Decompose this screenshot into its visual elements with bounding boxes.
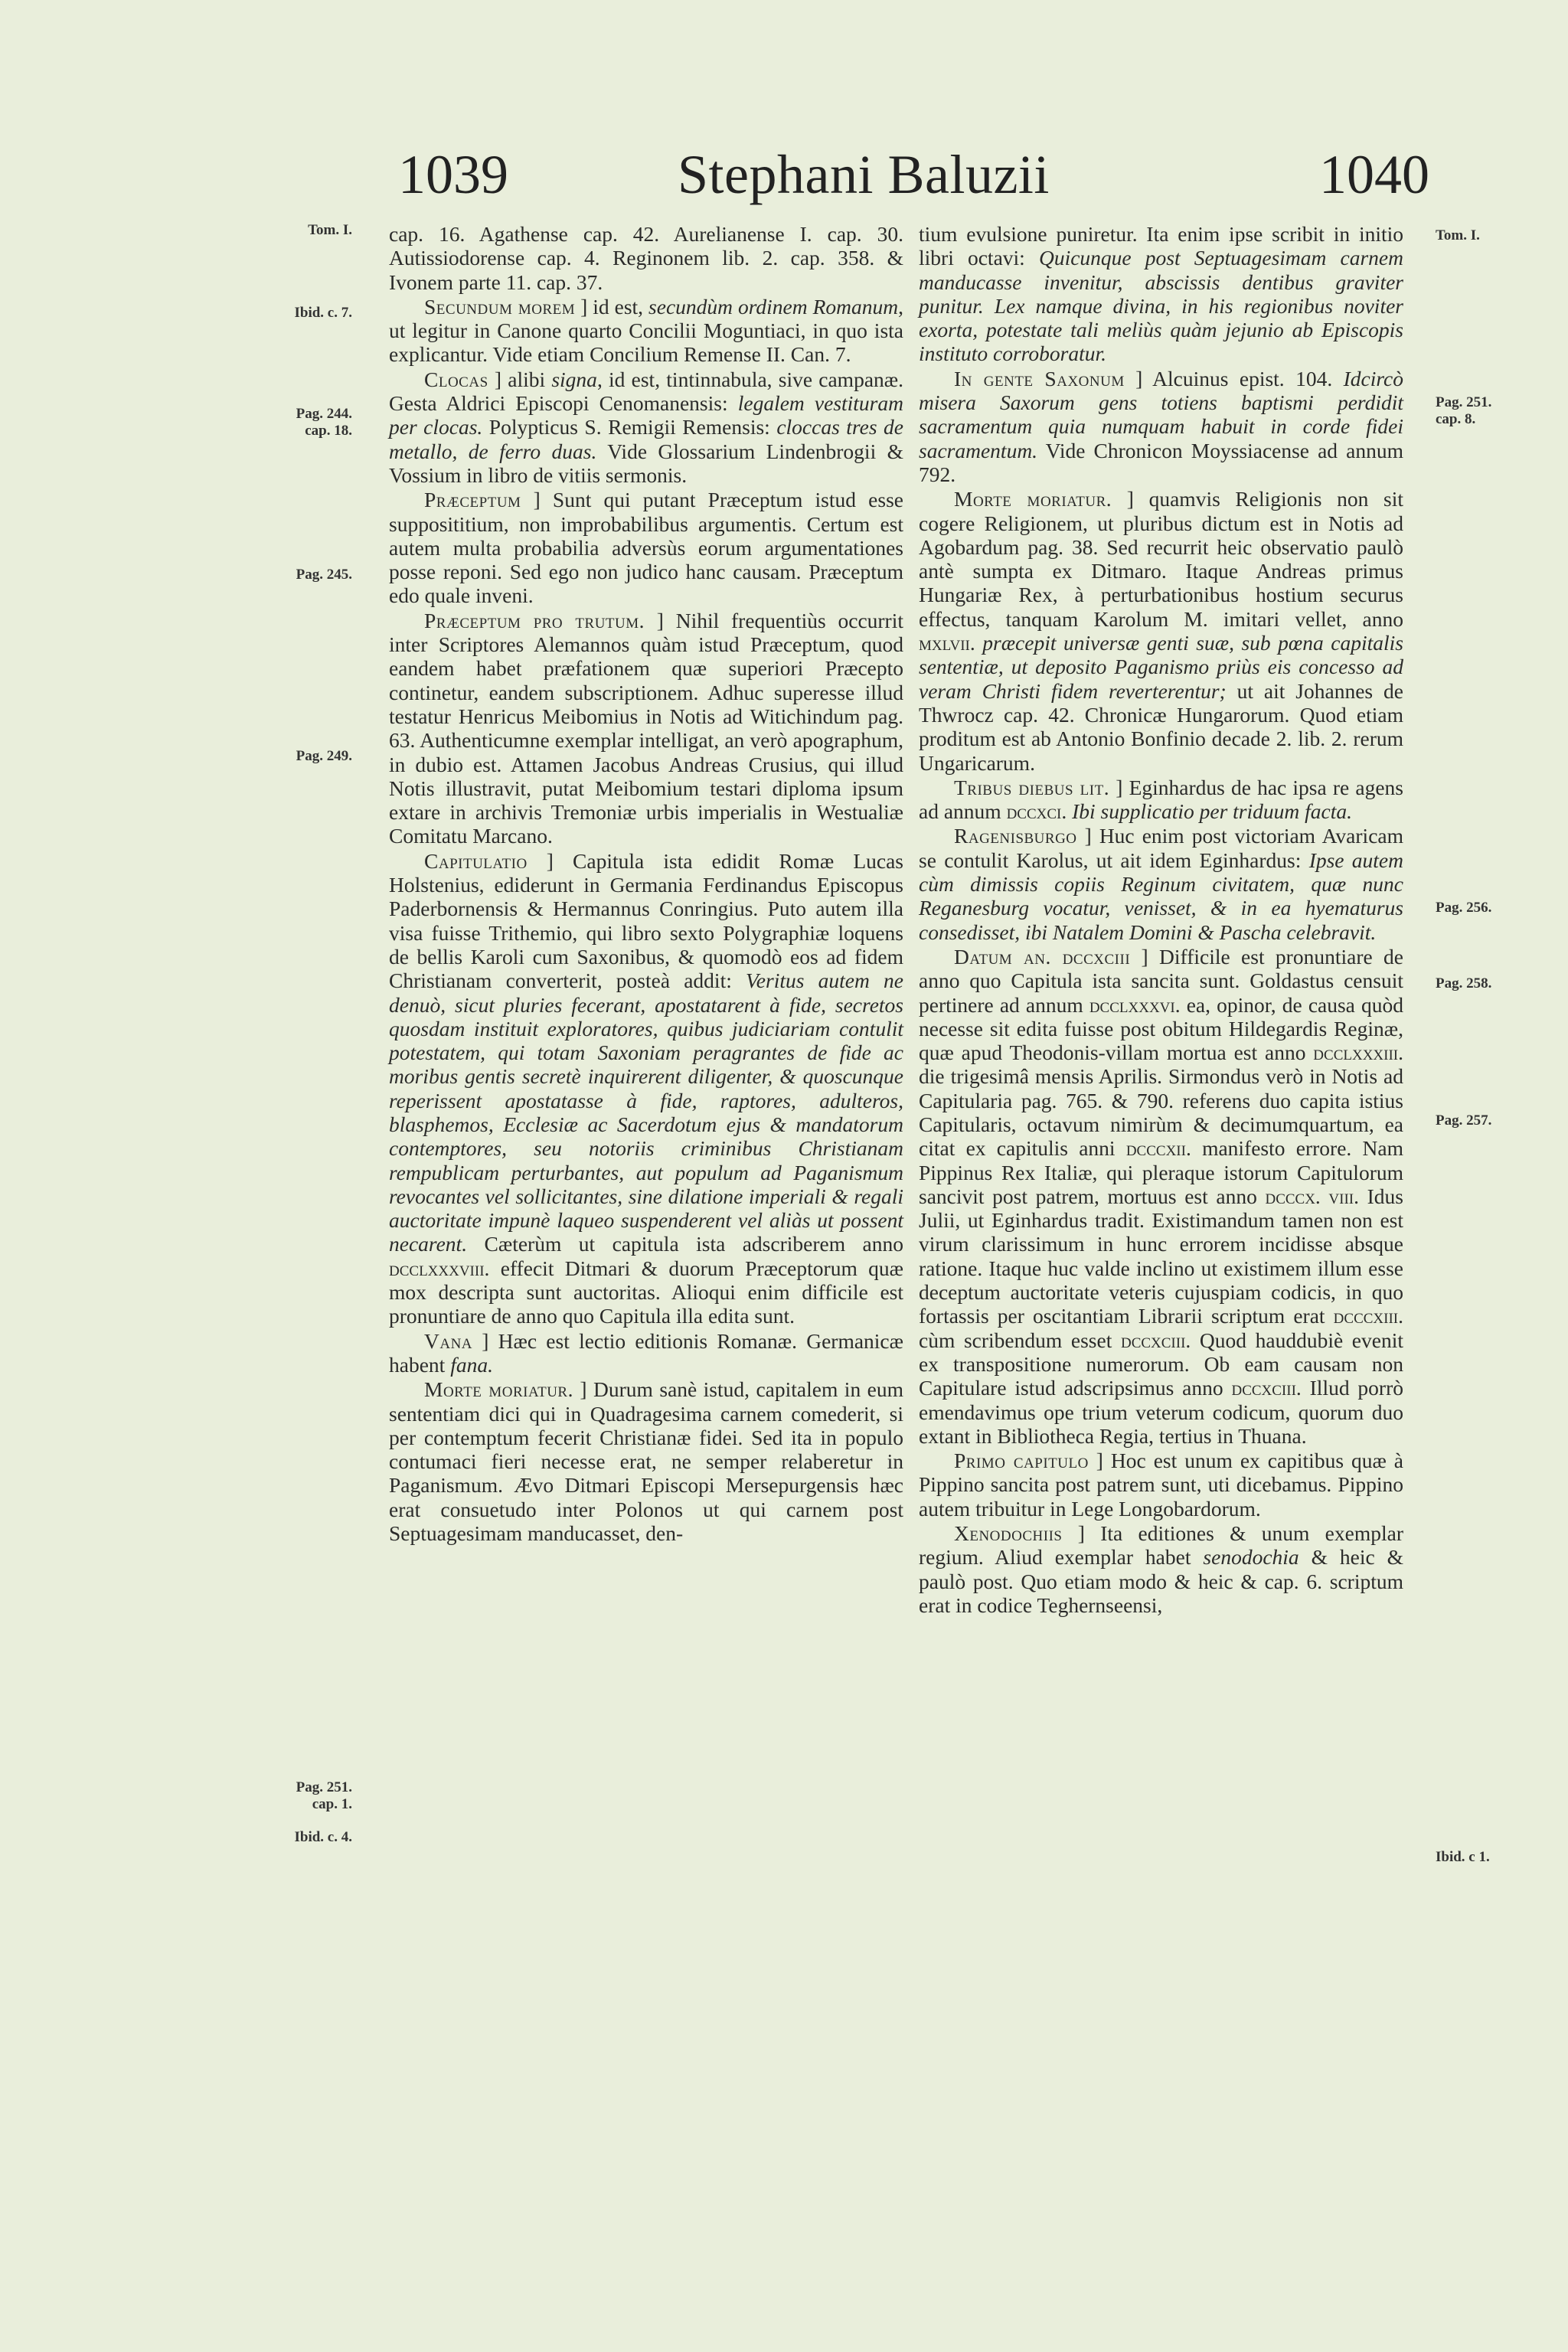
margin-reference: Pag. 244.	[296, 406, 352, 422]
text-run: dccxciii.	[1120, 1328, 1191, 1352]
italic-quote: signa	[551, 367, 597, 391]
text-run: Quod hauddubiè evenit ex transpositione numerorum. Ob eam causam non Capitulare istud adscripsimus anno	[919, 1328, 1404, 1400]
lemma-heading: Datum an. dccxciii	[954, 944, 1131, 969]
italic-quote: fana.	[450, 1352, 493, 1377]
text-run: cap. 16. Agathense cap. 42. Aurelianense I. cap. 30. Autissiodorense cap. 4. Reginonem lib. 2. cap. 358. & Ivonem parte 11. cap. 37.	[389, 222, 903, 294]
text-run: dcclxxxviii.	[389, 1256, 490, 1280]
margin-reference: cap. 18.	[305, 423, 352, 439]
italic-quote: secundùm ordinem Romanum	[648, 294, 899, 318]
italic-quote: præcepit universæ genti suæ, sub pœna capitalis sententiæ, ut deposito Paganismo priùs eis concesso ad veram Christi fidem reverterentur;	[919, 631, 1403, 703]
text-run: ] Alcuinus epist. 104.	[1124, 366, 1344, 390]
text-run: tium evulsione puniretur. Ita enim ipse scribit in initio libri octavi:	[919, 222, 1403, 270]
paragraph	[919, 824, 1403, 943]
text-run: dcclxxxvi.	[1089, 992, 1181, 1017]
italic-quote: legalem vestituram per clocas.	[389, 391, 903, 439]
paragraph	[919, 1449, 1403, 1521]
lemma-heading: Vana	[424, 1328, 473, 1353]
italic-quote: Veritus autem ne denuò, sicut pluries fecerant, apostatarent à fide, secretos quosdam instituit exploratores, quibus judiciariam contulit potestatem, qui totam Saxoniam peragrantes de fide ac moribus gentis secretè inquirerent diligenter, & quoscunque reperissent apostatasse à fide, raptores, adulteros, blasphemos, Ecclesiæ ac Sacerdotum ejus & mandatorum contemptores, seu notoriis criminibus Christianam rempublicam perturbantes, aut populum ad Paganismum revocantes vel sollicitantes, sine dilatione imperiali & regali auctoritate impunè laqueo suspenderent vel aliàs ut possent necarent.	[389, 969, 903, 1256]
lemma-heading: Morte moriatur.	[424, 1377, 573, 1402]
paragraph	[389, 609, 903, 848]
italic-quote: Idcircò misera Saxorum gens totiens baptismi perdidit sacramentum quia numquam habuit in corde fidei sacramentum.	[919, 366, 1403, 462]
text-run: effecit Ditmari & duorum Præceptorum quæ mox descripta sunt auctoritas. Alioqui enim difficile est pronuntiare de anno quo Capitula illa edita sunt.	[389, 1256, 903, 1328]
text-run: Vide Chronicon Moyssiacense ad annum 792.	[919, 438, 1403, 486]
text-run: ut ait Johannes de Thwrocz cap. 42. Chronicæ Hungarorum. Quod etiam proditum est ab Antonio Bonfinio decade 2. lib. 2. rerum Ungaricarum.	[919, 678, 1403, 775]
running-title: Stephani Baluzii	[678, 144, 1050, 205]
paragraph	[919, 776, 1403, 824]
margin-reference: Pag. 245.	[296, 567, 352, 583]
margin-reference: Ibid. c. 4.	[294, 1829, 352, 1845]
italic-quote: Quicunque post Septuagesimam carnem manducasse invenitur, abscissis dentibus graviter punitur. Lex namque divina, in his regionibus noviter exorta, potestate tali meliùs quàm jejunio ab Episcopis instituto corroboratur.	[919, 246, 1403, 366]
margin-reference: Tom. I.	[1436, 227, 1480, 243]
text-run: dcccx. viii.	[1265, 1184, 1360, 1208]
text-run: ea, opinor, de causa quòd necesse sit edita fuisse post obitum Hildegardis Reginæ, quæ apud Theodonis-villam mortua est anno	[919, 992, 1403, 1065]
margin-reference: Ibid. c. 7.	[294, 305, 352, 321]
margin-reference: Pag. 251.	[1436, 394, 1492, 410]
text-run: ] quamvis Religionis non sit cogere Religionem, ut pluribus dictum est in Notis ad Agobardum pag. 38. Sed recurrit heic observatio paulò antè sumpta ex Ditmaro. Itaque Andreas primus Hungariæ Rex, à perturbationibus hostium securus effectus, tanquam Karolum M. imitari vellet, anno	[919, 487, 1404, 631]
italic-quote: Ibi supplicatio per triduum facta.	[1072, 799, 1352, 824]
paragraph	[389, 222, 903, 294]
margin-reference: Pag. 249.	[296, 748, 352, 764]
lemma-heading: Ragenisburgo	[954, 824, 1077, 848]
lemma-heading: Clocas	[424, 367, 488, 391]
italic-quote: Ipse autem cùm dimissis copiis Reginum civitatem, quæ nunc Reganesburg vocatur, venisset, & in ea hyematurus consedisset, ibi Natalem Domini & Pascha celebravit.	[919, 848, 1404, 944]
text-run: die trigesimâ mensis Aprilis. Sirmondus verò in Notis ad Capitularia pag. 765. & 790. referens duo capita istius Capitularis, octavum nimirùm & decimumquartum, ea citat ex capitulis anni	[919, 1064, 1403, 1161]
lemma-heading: Capitulatio	[424, 848, 528, 873]
lemma-heading: Morte moriatur.	[954, 487, 1112, 511]
right-page-number: 1040	[1319, 144, 1429, 205]
lemma-heading: In gente Saxonum	[954, 366, 1125, 390]
paragraph	[389, 1377, 903, 1545]
text-run: manifesto errore. Nam Pippinus Rex Italiæ, qui pleraque istorum Capitulorum sancivit post patrem, mortuus est anno	[919, 1136, 1403, 1208]
paragraph	[919, 945, 1403, 1448]
text-run: Cæterùm ut capitula ista adscriberem anno	[467, 1232, 903, 1256]
paragraph	[389, 368, 903, 487]
margin-reference: Pag. 258.	[1436, 975, 1492, 991]
text-run: Vide Glossarium Lindenbrogii & Vossium in libro de vitiis sermonis.	[389, 439, 903, 487]
paragraph	[919, 1521, 1403, 1617]
text-run: Illud porrò emendavimus ope trium veterum codicum, quorum duo extant in Bibliotheca Regia, tertius in Thuana.	[919, 1376, 1403, 1448]
text-run: ] id est,	[575, 294, 649, 318]
margin-reference: cap. 8.	[1436, 411, 1476, 427]
text-run: ] Hæc est lectio editionis Romanæ. Germanicæ habent	[389, 1328, 903, 1377]
paragraph	[919, 487, 1403, 775]
paragraph	[389, 849, 903, 1328]
lemma-heading: Xenodochiis	[954, 1521, 1063, 1546]
text-run: ] alibi	[488, 367, 552, 391]
text-run: cùm scribendum esset	[919, 1328, 1121, 1352]
text-run: ] Hoc est unum ex capitibus quæ à Pippino sancita post patrem sunt, uti dicebamus. Pippino autem tribuitur in Lege Longobardorum.	[919, 1449, 1404, 1521]
text-run: dccxci.	[1006, 799, 1067, 824]
lemma-heading: Primo capitulo	[954, 1449, 1089, 1473]
text-run: Polypticus S. Remigii Remensis:	[482, 415, 777, 439]
text-run: ] Durum sanè istud, capitalem in eum sententiam dici qui in Quadragesima carnem comederit, si per contemptum fecerit Christianæ fidei. Sed ita in populo contumaci fieri necesse erat, ne semper relaberetur in Paganismum. Ævo Ditmari Episcopi Mersepurgensis hæc erat consuetudo inter Polonos ut qui carnem post Septuagesimam manducasset, den-	[389, 1377, 903, 1546]
paragraph	[919, 367, 1403, 486]
text-run: ] Eginhardus de hac ipsa re agens ad annum	[919, 775, 1403, 824]
text-run: dcccxii.	[1125, 1136, 1191, 1161]
lemma-heading: Præceptum pro trutum.	[424, 608, 645, 632]
margin-reference: Pag. 256.	[1436, 900, 1492, 916]
margin-reference: Pag. 257.	[1436, 1112, 1492, 1129]
text-run: mxlvii.	[919, 631, 975, 655]
paragraph	[389, 488, 903, 607]
italic-quote: senodochia	[1203, 1545, 1299, 1570]
left-text-column	[389, 222, 903, 1546]
left-page-number: 1039	[398, 144, 508, 205]
text-run: & heic & paulò post. Quo etiam modo & heic & cap. 6. scriptum erat in codice Teghernseensi,	[919, 1545, 1403, 1617]
paragraph	[919, 222, 1403, 366]
paragraph	[389, 1329, 903, 1377]
lemma-heading: Secundum morem	[424, 294, 576, 318]
text-run: dcccxiii.	[1333, 1304, 1403, 1328]
margin-reference: cap. 1.	[312, 1796, 352, 1812]
text-run: ] Sunt qui putant Præceptum istud esse supposititium, non improbabilibus argumentis. Certum est autem multa probabilia adversùs eorum argumentationes posse reponi. Sed ego non judico hanc causam. Præceptum edo quale inveni.	[389, 488, 903, 608]
text-run: dccxciii.	[1231, 1376, 1302, 1400]
margin-reference: Tom. I.	[308, 222, 352, 238]
paragraph	[389, 295, 903, 367]
margin-reference: Pag. 251.	[296, 1779, 352, 1795]
lemma-heading: Tribus diebus lit.	[954, 775, 1110, 799]
lemma-heading: Præceptum	[424, 488, 521, 512]
text-run: Idus Julii, ut Eginhardus tradit. Existimandum tamen non est virum clarissimum in hunc errorem incidisse absque ratione. Itaque huc valde inclino ut existimem illum esse deceptum auctoritate veteris cujuspiam codicis, in quo fortassis per oscitantiam Librarii scriptum erat	[919, 1184, 1403, 1328]
text-run: , ut legitur in Canone quarto Concilii Moguntiaci, in quo ista explicantur. Vide etiam Concilium Remense II. Can. 7.	[389, 294, 903, 367]
text-run: ] Huc enim post victoriam Avaricam se contulit Karolus, ut ait idem Eginhardus:	[919, 824, 1403, 872]
right-text-column	[919, 222, 1403, 1618]
text-run: ] Capitula ista edidit Romæ Lucas Holstenius, ediderunt in Germania Ferdinandus Episcopus Paderbornensis & Hermannus Conringius. Puto autem illa visa fuisse Trithemio, qui libro sexto Polygraphiæ loquens de bellis Karoli cum Saxonibus, & quomodò eos ad fidem Christianam converterit, posteà addit:	[389, 848, 903, 993]
text-run: ] Difficile est pronuntiare de anno quo Capitula ista sancita sunt. Goldastus censuit pertinere ad annum	[919, 944, 1403, 1017]
text-run: , id est, tintinnabula, sive campanæ. Gesta Aldrici Episcopi Cenomanensis:	[389, 367, 903, 416]
text-run: ] Ita editiones & unum exemplar regium. Aliud exemplar habet	[919, 1521, 1403, 1570]
text-run: dcclxxxiii.	[1313, 1040, 1403, 1065]
margin-reference: Ibid. c 1.	[1436, 1849, 1490, 1865]
italic-quote: cloccas tres de metallo, de ferro duas.	[389, 415, 903, 463]
text-run: ] Nihil frequentiùs occurrit inter Scriptores Alemannos quàm istud Præceptum, quod eandem habet præfationem quæ superiori Præcepto continetur, eandem subscriptionem. Adhuc superesse illud testatur Henricus Meibomius in Notis ad Witichindum pag. 63. Authenticumne exemplar intelligat, an verò apographum, in dubio est. Attamen Jacobus Andreas Crusius, qui illud Notis illustravit, putat Meibomium testari diploma ipsum extare in archivis Tremoniæ urbis imperialis in Westualiæ Comitatu Marcano.	[389, 608, 903, 848]
text-run	[975, 631, 983, 655]
